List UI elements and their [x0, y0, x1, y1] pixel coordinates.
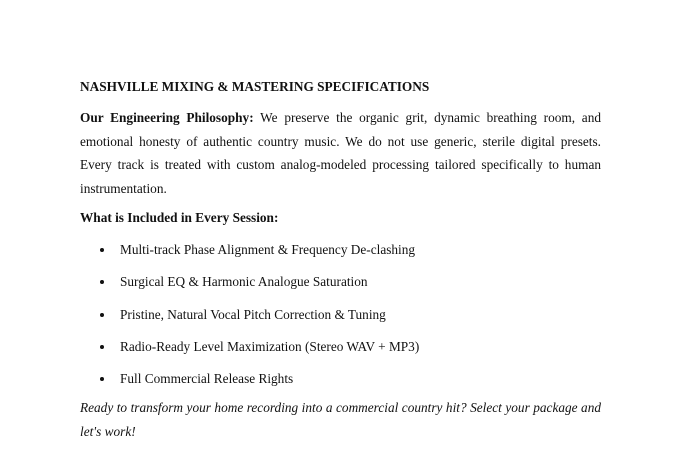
call-to-action: Ready to transform your home recording into a commercial country hit? Select your package and let's work! — [80, 400, 601, 439]
included-heading: What is Included in Every Session: — [80, 210, 279, 225]
list-item-text: Full Commercial Release Rights — [120, 371, 294, 387]
list-item-text: Radio-Ready Level Maximization (Stereo WAV + MP3) — [120, 338, 420, 354]
bullet-icon — [100, 248, 104, 252]
bullet-icon — [100, 345, 104, 349]
philosophy-label: Our Engineering Philosophy: — [80, 110, 254, 125]
bullet-icon — [100, 377, 104, 381]
list-item — [80, 338, 601, 356]
philosophy-paragraph — [80, 106, 601, 200]
list-item — [80, 241, 601, 259]
document-title: NASHVILLE MIXING & MASTERING SPECIFICATIONS — [80, 79, 430, 94]
list-item — [80, 370, 601, 388]
philosophy-text: We preserve the organic grit, dynamic breathing room, and emotional honesty of authentic country music. We do not use generic, sterile digital presets. Every track is treated with custom analog-modeled processing tailored specifically to human instrumentation. — [80, 110, 601, 196]
list-item — [80, 273, 601, 291]
list-item-text: Pristine, Natural Vocal Pitch Correction & Tuning — [120, 306, 386, 322]
bullet-icon — [100, 313, 104, 317]
list-item — [80, 306, 601, 324]
features-list — [80, 241, 601, 388]
bullet-icon — [100, 280, 104, 284]
list-item-text: Multi-track Phase Alignment & Frequency De-clashing — [120, 242, 416, 257]
document-body — [80, 78, 601, 443]
list-item-text: Surgical EQ & Harmonic Analogue Saturation — [120, 274, 368, 290]
